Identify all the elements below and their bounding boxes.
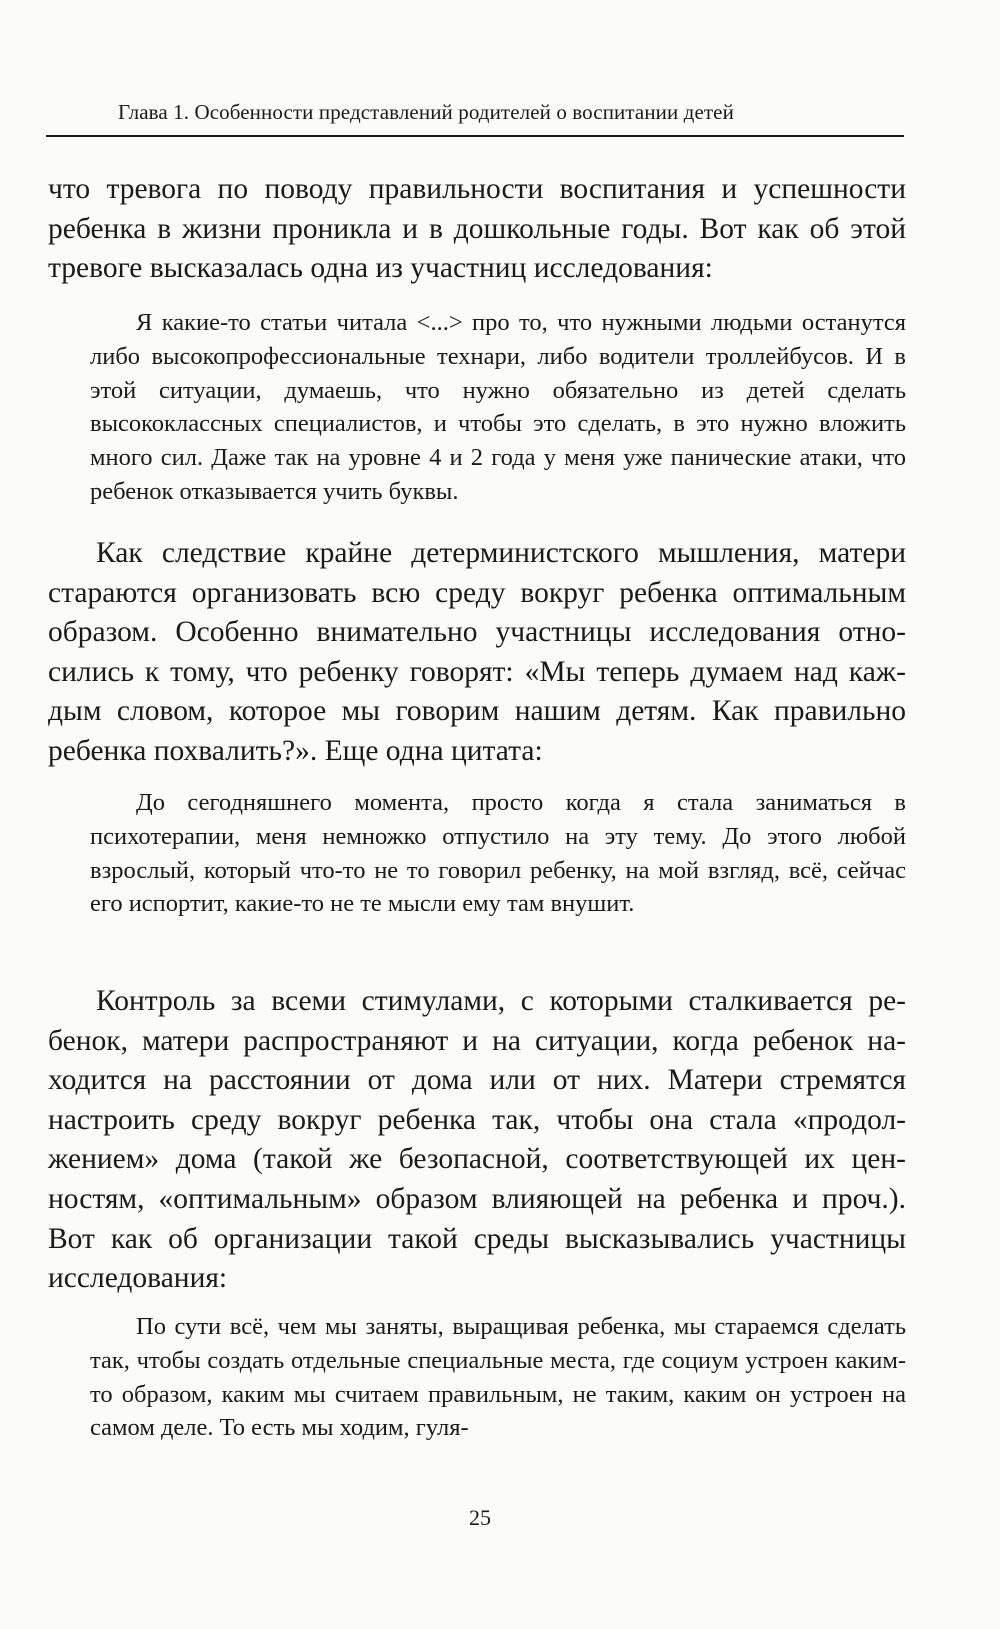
paragraph-1: что тревога по поводу правильности воспитания и успешности ребенка в жизни проникла и в дошкольные годы. Вот как об этой тревоге высказалась одна из участниц исследования:: [48, 173, 906, 285]
paragraph-2: Как следствие крайне детерминистского мышления, матери стараются организовать всю среду вокруг ребенка оптимальным образом. Особенно внимательно участницы исследования относились к тому, что ребенку говорят: «Мы теперь думаем над каждым словом, которое мы говорим нашим детям. Как правильно ребенка похвалить?». Еще одна цитата:: [48, 537, 906, 767]
paragraph-3: Контроль за всеми стимулами, с которыми сталкивается ребенок, матери распространяют и на ситуации, когда ребенок находится на расстоянии от дома или от них. Матери стремятся настроить среду вокруг ребенка так, чтобы она стала «продолжением» дома (такой же безопасной, соответствующей их ценностям, «оптимальным» образом влияющей на ребенка и проч.). Вот как об организации такой среды высказывались участницы исследования:: [48, 985, 906, 1295]
page-number: 25: [469, 1505, 491, 1530]
quote-3: По сути всё, чем мы заняты, выращивая ребенка, мы стараемся сделать так, чтобы создать отдельные специальные места, где социум устроен каким-то образом, каким мы считаем правильным, не таким, каким он устроен на самом деле. То есть мы ходим, гуля-: [90, 1313, 906, 1442]
quote-1: Я какие-то статьи читала <...> про то, что нужными людьми останутся либо высокопрофессиональные технари, либо водители троллейбусов. И в этой ситуации, думаешь, что нужно обязательно из детей сделать высококлассных специалистов, и чтобы это сделать, в это нужно вложить много сил. Даже так на уровне 4 и 2 года у меня уже панические атаки, что ребенок отказывается учить буквы.: [90, 309, 906, 505]
quote-2: До сегодняшнего момента, просто когда я стала заниматься в психотерапии, меня немножко отпустило на эту тему. До этого любой взрослый, который что-то не то говорил ребенку, на мой взгляд, всё, сейчас его испортит, какие-то не те мысли ему там внушит.: [90, 789, 906, 918]
header-rule: [46, 135, 904, 137]
running-head: Глава 1. Особенности представлений родителей о воспитании детей: [118, 100, 734, 124]
